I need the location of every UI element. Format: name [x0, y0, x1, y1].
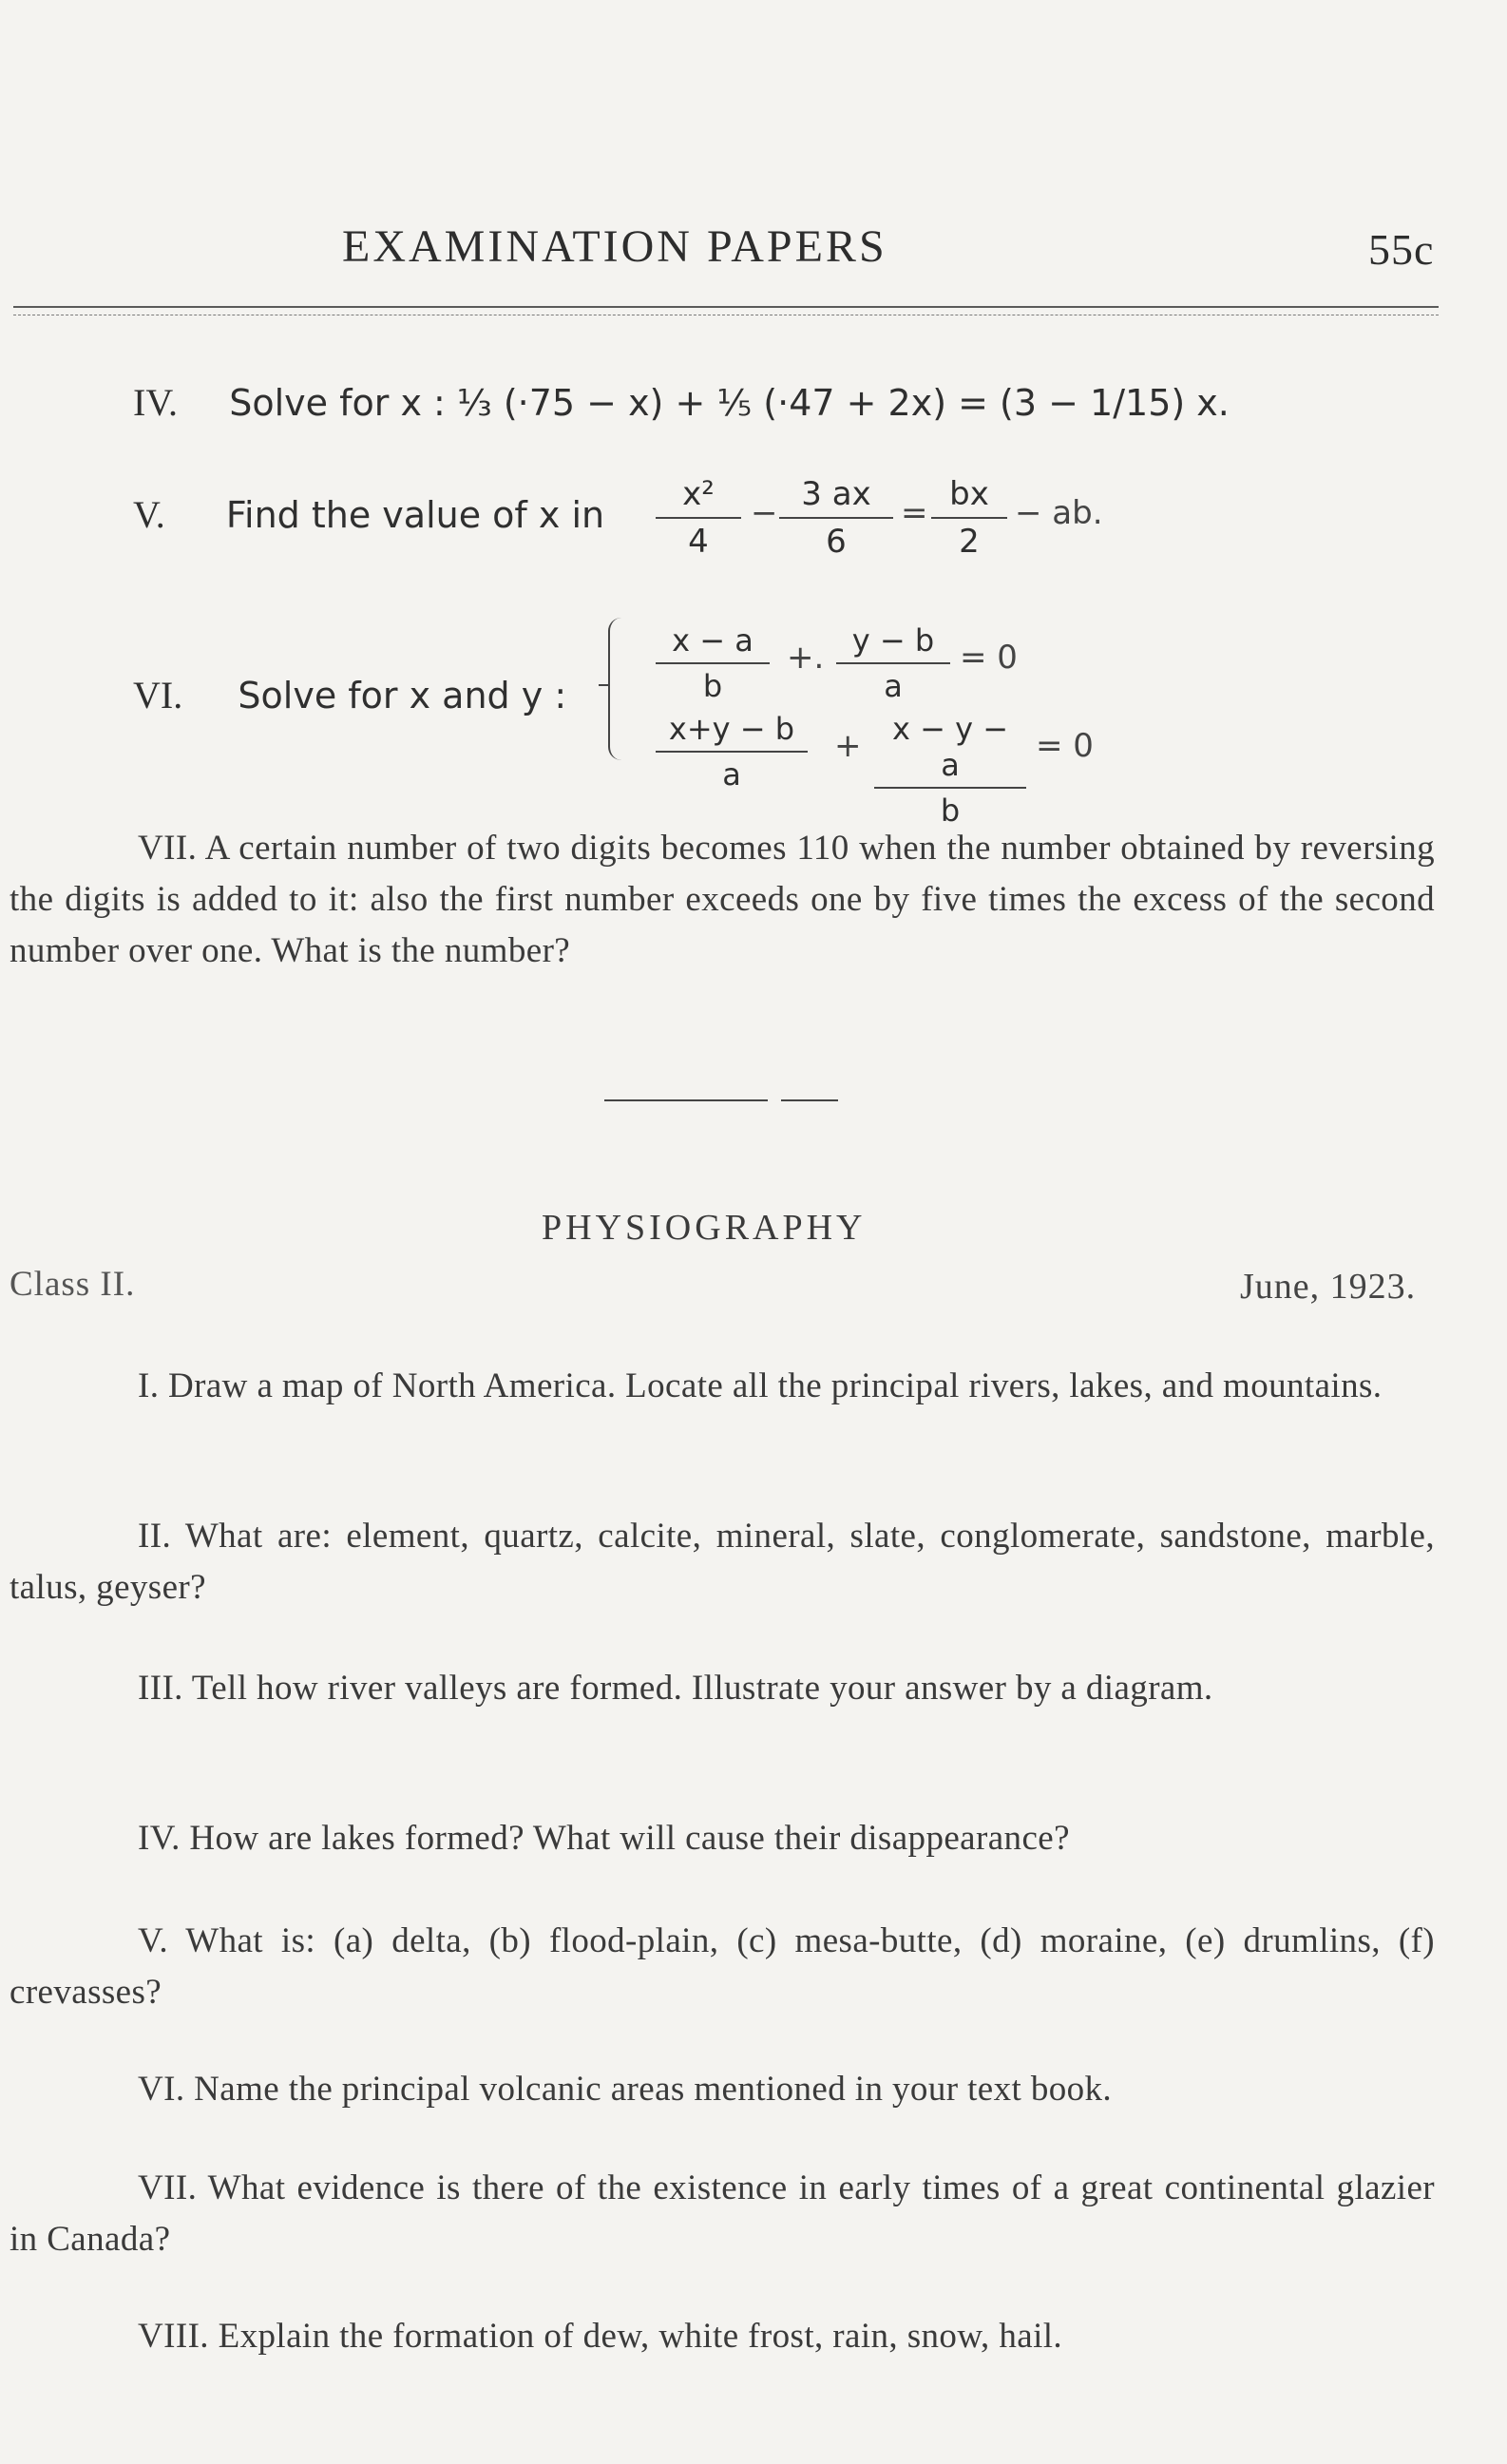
numerator: y − b	[836, 622, 950, 664]
exam-date: June, 1923.	[1240, 1267, 1417, 1307]
question-text: VII. A certain number of two digits becomes 110 when the number obtained by reversing the digits is added to it: also the first number exceeds one by five times the excess of the second number over one. What is the number?	[10, 829, 1435, 970]
question-text: V. What is: (a) delta, (b) flood-plain, (c) mesa-butte, (d) moraine, (e) drumlins, (f) crevasses?	[10, 1921, 1435, 2012]
denominator: 2	[959, 523, 980, 561]
equation-rhs: = 0	[1036, 727, 1094, 765]
algebra-question-5	[133, 492, 604, 537]
operator: +	[834, 727, 862, 765]
section-divider-short	[781, 1099, 838, 1101]
numerator: x²	[656, 475, 741, 519]
fraction	[836, 622, 950, 704]
physiography-question-8	[10, 2311, 1435, 2362]
expression-tail: − ab.	[1015, 494, 1103, 532]
question-numeral: V.	[133, 493, 165, 536]
question-text: IV. How are lakes formed? What will cause their disappearance?	[138, 1819, 1070, 1858]
equation-rhs: = 0	[960, 639, 1018, 677]
question-text: VIII. Explain the formation of dew, white frost, rain, snow, hail.	[138, 2317, 1063, 2356]
operator: −	[751, 494, 778, 532]
page-number: 55c	[1368, 225, 1435, 274]
question-text: I. Draw a map of North America. Locate all the principal rivers, lakes, and mountains.	[138, 1366, 1383, 1405]
question-numeral: VI.	[133, 674, 183, 716]
numerator: 3 ax	[779, 475, 893, 519]
header-rule	[13, 306, 1439, 308]
denominator: a	[722, 756, 741, 793]
algebra-question-7	[10, 823, 1435, 977]
question-numeral: IV.	[133, 381, 179, 424]
question-text: Solve for x and y :	[238, 675, 567, 716]
section-title: PHYSIOGRAPHY	[542, 1208, 867, 1248]
numerator: x+y − b	[656, 711, 808, 753]
question-text: III. Tell how river valleys are formed. Illustrate your answer by a diagram.	[138, 1669, 1213, 1708]
physiography-question-5	[10, 1916, 1435, 2018]
operator: =	[901, 494, 928, 532]
denominator: 6	[826, 523, 847, 561]
physiography-question-7	[10, 2163, 1435, 2265]
denominator: 4	[688, 523, 709, 561]
question-text: Find the value of x in	[225, 494, 605, 536]
denominator: b	[940, 793, 961, 829]
fraction	[656, 711, 808, 793]
fraction	[931, 475, 1007, 561]
physiography-question-6	[10, 2064, 1435, 2115]
question-text: VI. Name the principal volcanic areas mentioned in your text book.	[138, 2070, 1113, 2109]
numerator: x − a	[656, 622, 770, 664]
physiography-question-1	[10, 1361, 1435, 1412]
section-divider	[604, 1099, 768, 1101]
denominator: a	[884, 668, 903, 704]
denominator: b	[702, 668, 723, 704]
question-text: VII. What evidence is there of the existence in early times of a great continental glazier in Canada?	[10, 2168, 1435, 2259]
algebra-question-6	[133, 673, 566, 717]
physiography-question-4	[10, 1813, 1435, 1864]
numerator: x − y − a	[874, 711, 1026, 789]
class-label: Class II.	[10, 1265, 136, 1304]
equation-brace	[608, 618, 631, 760]
fraction	[656, 475, 741, 561]
fraction	[874, 711, 1026, 829]
algebra-question-4	[133, 380, 1230, 425]
physiography-question-3	[10, 1663, 1435, 1714]
physiography-question-2	[10, 1511, 1435, 1614]
fraction	[779, 475, 893, 561]
equation-brace-tip	[599, 684, 610, 696]
question-text: Solve for x : ⅓ (·75 − x) + ⅕ (·47 + 2x) = (3 − 1/15) x.	[229, 382, 1230, 424]
numerator: bx	[931, 475, 1007, 519]
fraction	[656, 622, 770, 704]
operator: +.	[787, 639, 825, 677]
question-text: II. What are: element, quartz, calcite, mineral, slate, conglomerate, sandstone, marble, talus, geyser?	[10, 1517, 1435, 1607]
running-header-title: EXAMINATION PAPERS	[342, 221, 887, 272]
